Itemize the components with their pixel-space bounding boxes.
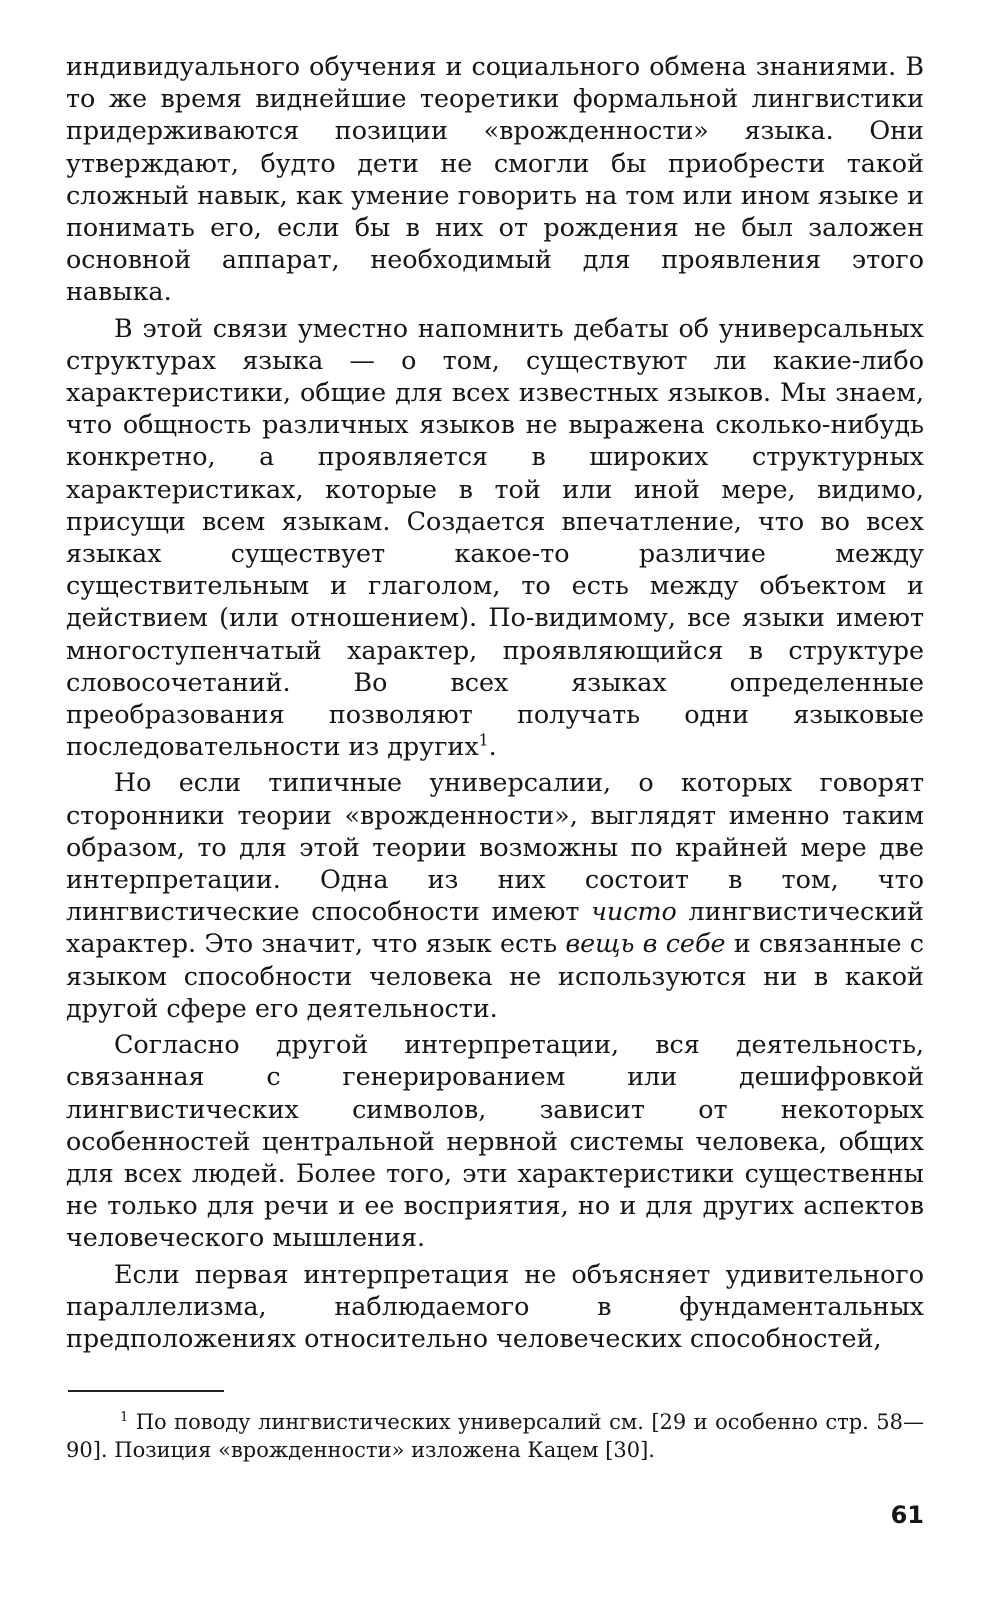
paragraph-3-emphasis-2: вещь в себе xyxy=(565,928,726,959)
paragraph-4 xyxy=(66,1028,924,1253)
footnote-mark: 1 xyxy=(120,1410,129,1425)
paragraph-3-text-2: лингвистический характер. Это значит, что язык есть xyxy=(66,896,924,959)
paragraph-2-text: В этой связи уместно напомнить дебаты об универсальных структурах языка — о том, существуют ли какие-либо характеристики, общие для всех известных языков. Мы знаем, что общность различных языков не выражена сколько-нибудь конкретно, а проявляется в широких структурных характеристиках, которые в той или иной мере, видимо, присущи всем языкам. Создается впечатление, что во всех языках существует какое-то различие между существительным и глаголом, то есть между объектом и действием (или отношением). По-видимому, все языки имеют многоступенчатый характер, проявляющийся в структуре словосочетаний. Во всех языках определенные преобразования позволяют получать одни языковые последовательности из других xyxy=(66,312,924,762)
footnote-reference: 1 xyxy=(478,730,489,750)
paragraph-2 xyxy=(66,312,924,763)
page-number: 61 xyxy=(890,1501,924,1529)
footnote-text: По поводу лингвистических универсалий см. [29 и особенно стр. 58—90]. Позиция «врожденности» изложена Кацем [30]. xyxy=(66,1410,924,1462)
footnote-divider xyxy=(68,1390,224,1392)
main-text xyxy=(66,50,924,1354)
paragraph-3-emphasis-1: чисто xyxy=(591,896,677,927)
paragraph-1 xyxy=(66,50,924,308)
paragraph-3-text-3: и связанные с языком способности человека не используются ни в какой другой сфере его деятельности. xyxy=(66,928,925,1023)
paragraph-3-text-1: Но если типичные универсалии, о которых говорят сторонники теории «врожденности», выглядят именно таким образом, то для этой теории возможны по крайней мере две интерпретации. Одна из них состоит в том, что лингвистические способности имеют xyxy=(66,767,924,927)
paragraph-3 xyxy=(66,766,924,1024)
paragraph-5 xyxy=(66,1258,924,1355)
footnote xyxy=(66,1408,924,1464)
paragraph-4-text: Согласно другой интерпретации, вся деятельность, связанная с генерированием или дешифровкой лингвистических символов, зависит от некоторых особенностей центральной нервной системы человека, общих для всех людей. Более того, эти характеристики существенны не только для речи и ее восприятия, но и для других аспектов человеческого мышления. xyxy=(66,1029,924,1253)
paragraph-1-text: индивидуального обучения и социального обмена знаниями. В то же время виднейшие теоретики формальной лингвистики придерживаются позиции «врожденности» языка. Они утверждают, будто дети не смогли бы приобрести такой сложный навык, как умение говорить на том или ином языке и понимать его, если бы в них от рождения не был заложен основной аппарат, необходимый для проявления этого навыка. xyxy=(66,51,924,307)
paragraph-2-tail: . xyxy=(488,731,497,762)
paragraph-5-text: Если первая интерпретация не объясняет удивительного параллелизма, наблюдаемого в фундаментальных предположениях относительно человеческих способностей, xyxy=(66,1258,924,1353)
